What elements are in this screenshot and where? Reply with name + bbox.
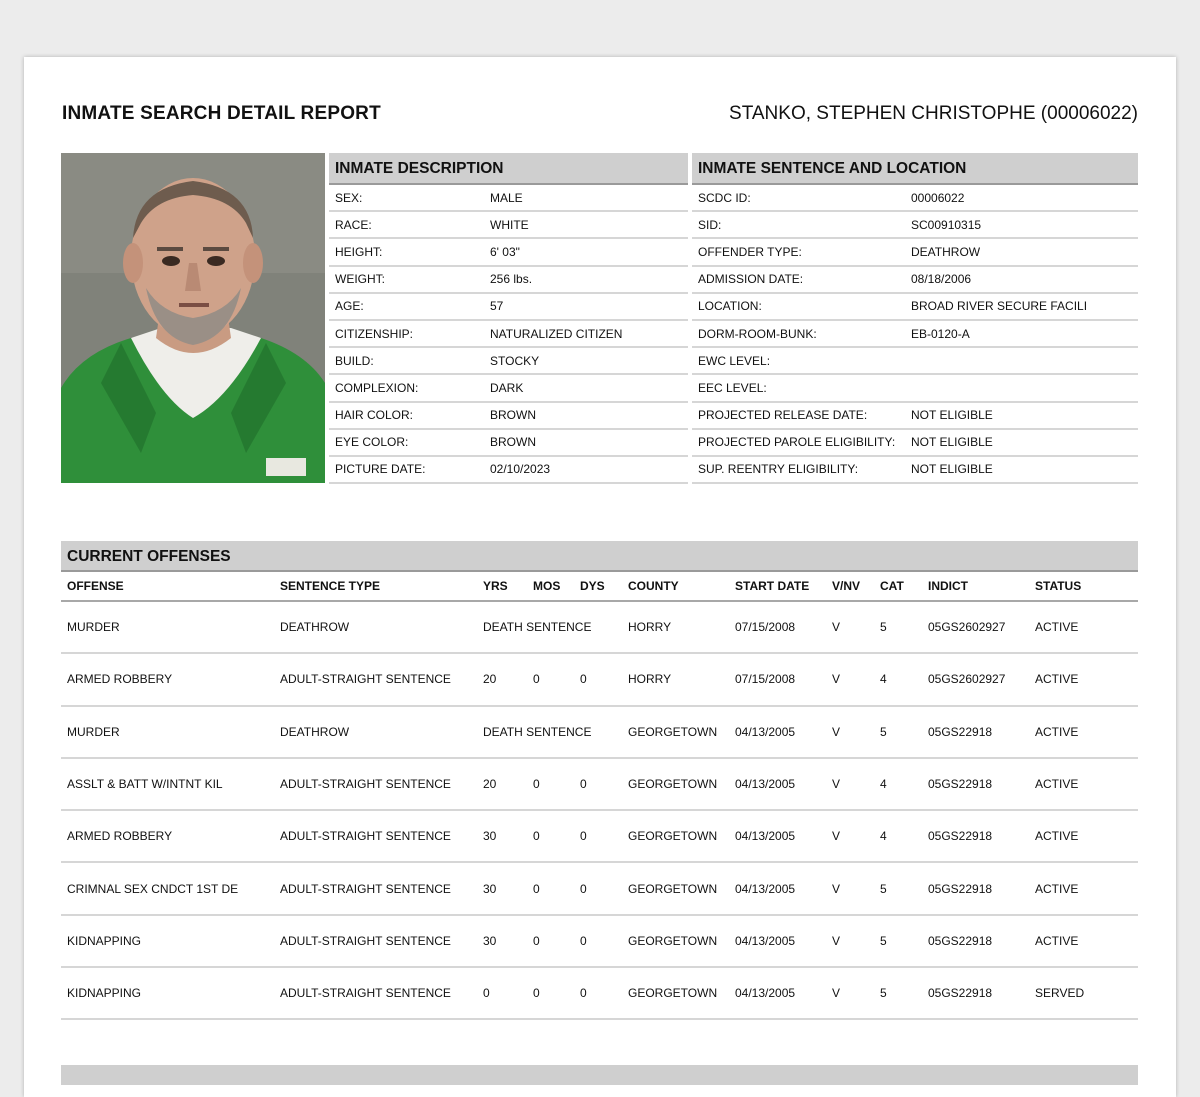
- sentence-value: 08/18/2006: [911, 272, 972, 287]
- description-value: 256 lbs.: [490, 272, 533, 287]
- days-cell: 0: [574, 862, 622, 914]
- sentence-label: SID:: [698, 217, 722, 232]
- indictment-cell: 05GS22918: [922, 706, 1029, 758]
- start-date-cell: 07/15/2008: [729, 653, 826, 705]
- description-label: COMPLEXION:: [335, 380, 419, 395]
- status-cell: ACTIVE: [1029, 915, 1138, 967]
- description-value: 02/10/2023: [490, 462, 551, 477]
- sentence-type-cell: DEATHROW: [274, 601, 477, 653]
- offense-cell: ARMED ROBBERY: [61, 810, 274, 862]
- offense-cell: CRIMNAL SEX CNDCT 1ST DE: [61, 862, 274, 914]
- months-cell: 0: [527, 758, 574, 810]
- category-cell: 5: [874, 967, 922, 1019]
- sentence-value: NOT ELIGIBLE: [911, 408, 993, 423]
- current-offenses-header: CURRENT OFFENSES: [61, 541, 1138, 572]
- report-title: INMATE SEARCH DETAIL REPORT: [62, 103, 381, 124]
- days-cell: 0: [574, 915, 622, 967]
- status-cell: ACTIVE: [1029, 810, 1138, 862]
- column-header: MOS: [527, 572, 574, 601]
- days-cell: 0: [574, 967, 622, 1019]
- description-label: CITIZENSHIP:: [335, 326, 414, 341]
- sentence-row: [692, 321, 1138, 348]
- description-row: [329, 294, 688, 321]
- years-cell: 20: [477, 653, 527, 705]
- indictment-cell: 05GS22918: [922, 915, 1029, 967]
- status-cell: ACTIVE: [1029, 601, 1138, 653]
- indictment-cell: 05GS22918: [922, 862, 1029, 914]
- sentence-type-cell: ADULT-STRAIGHT SENTENCE: [274, 862, 477, 914]
- years-cell: 0: [477, 967, 527, 1019]
- status-cell: ACTIVE: [1029, 862, 1138, 914]
- description-label: AGE:: [335, 299, 364, 314]
- description-value: DARK: [490, 380, 524, 395]
- status-cell: ACTIVE: [1029, 706, 1138, 758]
- months-cell: 0: [527, 810, 574, 862]
- description-label: HEIGHT:: [335, 244, 383, 259]
- column-header: DYS: [574, 572, 622, 601]
- category-cell: 5: [874, 915, 922, 967]
- column-header: YRS: [477, 572, 527, 601]
- inmate-description-panel: [329, 153, 688, 484]
- sentence-row: [692, 348, 1138, 375]
- category-cell: 5: [874, 862, 922, 914]
- description-row: [329, 185, 688, 212]
- indictment-cell: 05GS22918: [922, 758, 1029, 810]
- description-row: [329, 375, 688, 402]
- sentence-label: OFFENDER TYPE:: [698, 244, 802, 259]
- category-cell: 5: [874, 601, 922, 653]
- sentence-label: SCDC ID:: [698, 190, 751, 205]
- offenses-table: [61, 572, 1138, 1020]
- description-value: BROWN: [490, 435, 536, 450]
- sentence-value: BROAD RIVER SECURE FACILI: [911, 299, 1088, 314]
- table-row: [61, 653, 1138, 705]
- violent-cell: V: [826, 915, 874, 967]
- county-cell: HORRY: [622, 653, 729, 705]
- sentence-value: NOT ELIGIBLE: [911, 462, 993, 477]
- sentence-label: EEC LEVEL:: [698, 380, 767, 395]
- description-value: WHITE: [490, 217, 529, 232]
- sentence-row: [692, 267, 1138, 294]
- sentence-row: [692, 239, 1138, 266]
- start-date-cell: 04/13/2005: [729, 810, 826, 862]
- months-cell: 0: [527, 862, 574, 914]
- category-cell: 4: [874, 810, 922, 862]
- county-cell: GEORGETOWN: [622, 810, 729, 862]
- description-row: [329, 267, 688, 294]
- table-row: [61, 915, 1138, 967]
- offenses-header-row: [61, 572, 1138, 601]
- description-label: RACE:: [335, 217, 372, 232]
- offense-cell: ARMED ROBBERY: [61, 653, 274, 705]
- column-header: OFFENSE: [61, 572, 274, 601]
- next-section-header: [61, 1065, 1138, 1085]
- column-header: START DATE: [729, 572, 826, 601]
- sentence-label: ADMISSION DATE:: [698, 272, 804, 287]
- table-row: [61, 862, 1138, 914]
- description-row: [329, 457, 688, 484]
- status-cell: SERVED: [1029, 967, 1138, 1019]
- description-value: 6' 03": [490, 244, 520, 259]
- inmate-sentence-header: INMATE SENTENCE AND LOCATION: [692, 153, 1138, 185]
- inmate-photo: [61, 153, 325, 483]
- county-cell: GEORGETOWN: [622, 758, 729, 810]
- status-cell: ACTIVE: [1029, 758, 1138, 810]
- violent-cell: V: [826, 967, 874, 1019]
- start-date-cell: 07/15/2008: [729, 601, 826, 653]
- description-row: [329, 321, 688, 348]
- days-cell: 0: [574, 758, 622, 810]
- description-value: BROWN: [490, 408, 536, 423]
- sentence-value: DEATHROW: [911, 244, 981, 259]
- table-row: [61, 706, 1138, 758]
- category-cell: 4: [874, 758, 922, 810]
- county-cell: HORRY: [622, 601, 729, 653]
- days-cell: 0: [574, 653, 622, 705]
- sentence-row: [692, 375, 1138, 402]
- description-label: SEX:: [335, 190, 363, 205]
- years-cell: 20: [477, 758, 527, 810]
- description-label: HAIR COLOR:: [335, 408, 414, 423]
- description-row: [329, 239, 688, 266]
- start-date-cell: 04/13/2005: [729, 862, 826, 914]
- inmate-name: STANKO, STEPHEN CHRISTOPHE (00006022): [729, 103, 1138, 124]
- county-cell: GEORGETOWN: [622, 915, 729, 967]
- start-date-cell: 04/13/2005: [729, 758, 826, 810]
- violent-cell: V: [826, 810, 874, 862]
- sentence-value: 00006022: [911, 190, 965, 205]
- column-header: STATUS: [1029, 572, 1138, 601]
- violent-cell: V: [826, 862, 874, 914]
- violent-cell: V: [826, 653, 874, 705]
- sentence-type-cell: DEATHROW: [274, 706, 477, 758]
- offense-cell: MURDER: [61, 706, 274, 758]
- description-value: 57: [490, 299, 504, 314]
- table-row: [61, 601, 1138, 653]
- months-cell: 0: [527, 915, 574, 967]
- offense-cell: KIDNAPPING: [61, 967, 274, 1019]
- column-header: INDICT: [922, 572, 1029, 601]
- sentence-row: [692, 403, 1138, 430]
- description-row: [329, 212, 688, 239]
- county-cell: GEORGETOWN: [622, 706, 729, 758]
- sentence-label: PROJECTED RELEASE DATE:: [698, 408, 868, 423]
- sentence-type-cell: ADULT-STRAIGHT SENTENCE: [274, 810, 477, 862]
- table-row: [61, 758, 1138, 810]
- years-cell: DEATH SENTENCE: [477, 706, 622, 758]
- sentence-label: LOCATION:: [698, 299, 762, 314]
- start-date-cell: 04/13/2005: [729, 915, 826, 967]
- months-cell: 0: [527, 967, 574, 1019]
- table-row: [61, 810, 1138, 862]
- column-header: V/NV: [826, 572, 874, 601]
- sentence-row: [692, 294, 1138, 321]
- category-cell: 5: [874, 706, 922, 758]
- years-cell: 30: [477, 810, 527, 862]
- sentence-type-cell: ADULT-STRAIGHT SENTENCE: [274, 967, 477, 1019]
- indictment-cell: 05GS22918: [922, 967, 1029, 1019]
- sentence-value: SC00910315: [911, 217, 982, 232]
- start-date-cell: 04/13/2005: [729, 967, 826, 1019]
- column-header: SENTENCE TYPE: [274, 572, 477, 601]
- sentence-row: [692, 457, 1138, 484]
- table-row: [61, 967, 1138, 1019]
- years-cell: 30: [477, 915, 527, 967]
- description-value: NATURALIZED CITIZEN: [490, 326, 623, 341]
- description-label: BUILD:: [335, 353, 374, 368]
- column-header: CAT: [874, 572, 922, 601]
- years-cell: DEATH SENTENCE: [477, 601, 622, 653]
- sentence-type-cell: ADULT-STRAIGHT SENTENCE: [274, 915, 477, 967]
- sentence-type-cell: ADULT-STRAIGHT SENTENCE: [274, 758, 477, 810]
- description-value: STOCKY: [490, 353, 540, 368]
- sentence-label: EWC LEVEL:: [698, 353, 771, 368]
- start-date-cell: 04/13/2005: [729, 706, 826, 758]
- county-cell: GEORGETOWN: [622, 862, 729, 914]
- sentence-label: DORM-ROOM-BUNK:: [698, 326, 817, 341]
- days-cell: 0: [574, 810, 622, 862]
- sentence-value: NOT ELIGIBLE: [911, 435, 993, 450]
- sentence-label: PROJECTED PAROLE ELIGIBILITY:: [698, 435, 896, 450]
- indictment-cell: 05GS2602927: [922, 601, 1029, 653]
- county-cell: GEORGETOWN: [622, 967, 729, 1019]
- description-label: EYE COLOR:: [335, 435, 409, 450]
- offense-cell: MURDER: [61, 601, 274, 653]
- report-page: [24, 57, 1176, 1097]
- indictment-cell: 05GS22918: [922, 810, 1029, 862]
- sentence-row: [692, 430, 1138, 457]
- column-header: COUNTY: [622, 572, 729, 601]
- status-cell: ACTIVE: [1029, 653, 1138, 705]
- sentence-type-cell: ADULT-STRAIGHT SENTENCE: [274, 653, 477, 705]
- violent-cell: V: [826, 706, 874, 758]
- years-cell: 30: [477, 862, 527, 914]
- description-row: [329, 403, 688, 430]
- sentence-row: [692, 212, 1138, 239]
- offense-cell: KIDNAPPING: [61, 915, 274, 967]
- sentence-label: SUP. REENTRY ELIGIBILITY:: [698, 462, 859, 477]
- offense-cell: ASSLT & BATT W/INTNT KIL: [61, 758, 274, 810]
- offenses-body: [61, 601, 1138, 1019]
- inmate-sentence-panel: [692, 153, 1138, 484]
- description-label: WEIGHT:: [335, 272, 385, 287]
- months-cell: 0: [527, 653, 574, 705]
- indictment-cell: 05GS2602927: [922, 653, 1029, 705]
- category-cell: 4: [874, 653, 922, 705]
- violent-cell: V: [826, 601, 874, 653]
- description-row: [329, 348, 688, 375]
- description-label: PICTURE DATE:: [335, 462, 426, 477]
- sentence-row: [692, 185, 1138, 212]
- sentence-value: EB-0120-A: [911, 326, 970, 341]
- violent-cell: V: [826, 758, 874, 810]
- description-row: [329, 430, 688, 457]
- description-value: MALE: [490, 190, 523, 205]
- inmate-description-header: INMATE DESCRIPTION: [329, 153, 688, 185]
